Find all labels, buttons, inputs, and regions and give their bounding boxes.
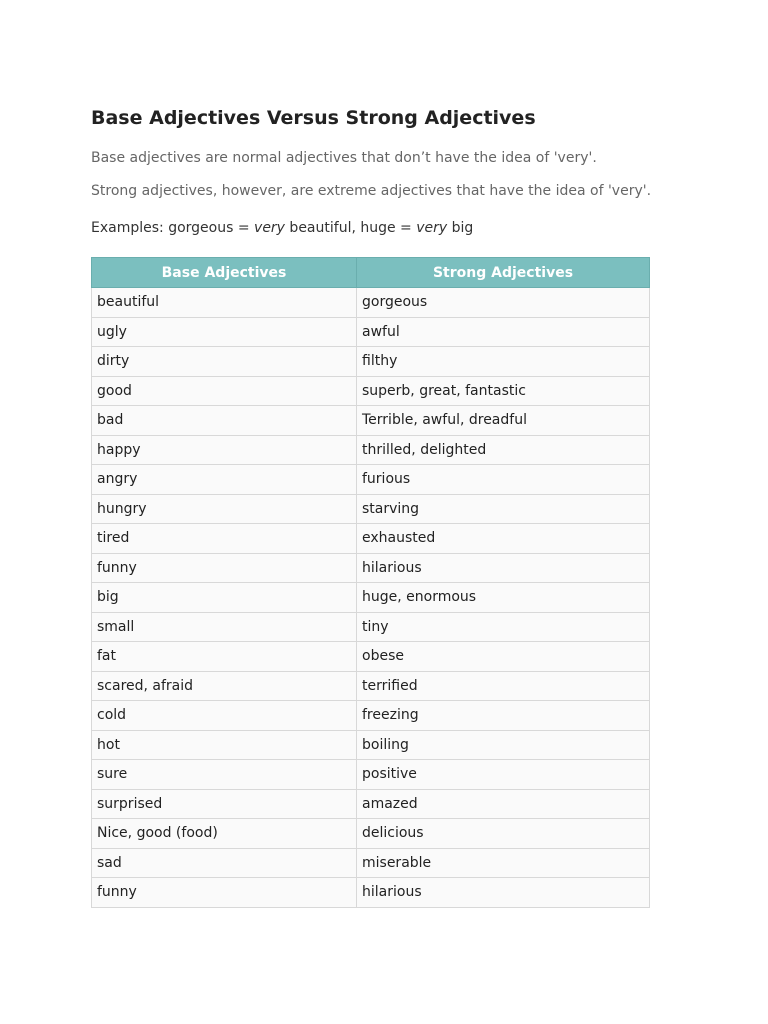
table-row [92, 789, 650, 819]
table-body [92, 288, 650, 908]
base-adjective-cell: scared, afraid [92, 671, 357, 701]
base-adjective-cell: bad [92, 406, 357, 436]
strong-adjective-cell: superb, great, fantastic [357, 376, 650, 406]
base-adjective-cell: sad [92, 848, 357, 878]
base-adjective-cell: good [92, 376, 357, 406]
table-row [92, 848, 650, 878]
strong-adjective-cell: boiling [357, 730, 650, 760]
examples-prefix: Examples: gorgeous = [91, 220, 255, 236]
table-row [92, 317, 650, 347]
table-row [92, 612, 650, 642]
base-adjective-cell: surprised [92, 789, 357, 819]
base-adjective-cell: big [92, 583, 357, 613]
strong-adjective-cell: exhausted [357, 524, 650, 554]
strong-adjective-cell: thrilled, delighted [357, 435, 650, 465]
base-adjective-cell: ugly [92, 317, 357, 347]
strong-adjective-cell: tiny [357, 612, 650, 642]
table-row [92, 288, 650, 318]
base-adjective-cell: hot [92, 730, 357, 760]
base-adjective-cell: tired [92, 524, 357, 554]
strong-adjective-cell: huge, enormous [357, 583, 650, 613]
table-row [92, 465, 650, 495]
table-row [92, 642, 650, 672]
strong-adjective-cell: furious [357, 465, 650, 495]
base-adjective-cell: sure [92, 760, 357, 790]
table-row [92, 347, 650, 377]
table-row [92, 701, 650, 731]
table-row [92, 376, 650, 406]
header-strong-adjectives: Strong Adjectives [357, 258, 650, 288]
base-adjective-cell: small [92, 612, 357, 642]
adjectives-table [91, 257, 650, 908]
examples-very-emphasis: very [416, 220, 448, 236]
examples-very-emphasis: very [254, 220, 285, 236]
intro-paragraph-base: Base adjectives are normal adjectives that don’t have the idea of 'very'. [91, 150, 597, 166]
intro-paragraph-strong: Strong adjectives, however, are extreme adjectives that have the idea of 'very'. [91, 183, 652, 199]
strong-adjective-cell: starving [357, 494, 650, 524]
strong-adjective-cell: terrified [357, 671, 650, 701]
examples-middle: beautiful, huge = [284, 220, 417, 236]
table-row [92, 819, 650, 849]
strong-adjective-cell: freezing [357, 701, 650, 731]
strong-adjective-cell: miserable [357, 848, 650, 878]
table-row [92, 435, 650, 465]
base-adjective-cell: fat [92, 642, 357, 672]
page-title: Base Adjectives Versus Strong Adjectives [91, 107, 536, 129]
strong-adjective-cell: Terrible, awful, dreadful [357, 406, 650, 436]
table-row [92, 760, 650, 790]
examples-line [91, 218, 473, 238]
strong-adjective-cell: amazed [357, 789, 650, 819]
table-header-row [92, 258, 650, 288]
base-adjective-cell: happy [92, 435, 357, 465]
base-adjective-cell: funny [92, 553, 357, 583]
base-adjective-cell: hungry [92, 494, 357, 524]
table-row [92, 671, 650, 701]
base-adjective-cell: dirty [92, 347, 357, 377]
header-base-adjectives: Base Adjectives [92, 258, 357, 288]
strong-adjective-cell: positive [357, 760, 650, 790]
strong-adjective-cell: hilarious [357, 878, 650, 908]
strong-adjective-cell: filthy [357, 347, 650, 377]
strong-adjective-cell: delicious [357, 819, 650, 849]
examples-suffix: big [447, 220, 474, 236]
base-adjective-cell: cold [92, 701, 357, 731]
table-row [92, 406, 650, 436]
table-row [92, 524, 650, 554]
strong-adjective-cell: awful [357, 317, 650, 347]
table-row [92, 878, 650, 908]
base-adjective-cell: Nice, good (food) [92, 819, 357, 849]
base-adjective-cell: beautiful [92, 288, 357, 318]
table-row [92, 494, 650, 524]
strong-adjective-cell: hilarious [357, 553, 650, 583]
base-adjective-cell: funny [92, 878, 357, 908]
table-row [92, 730, 650, 760]
strong-adjective-cell: gorgeous [357, 288, 650, 318]
base-adjective-cell: angry [92, 465, 357, 495]
strong-adjective-cell: obese [357, 642, 650, 672]
table-row [92, 583, 650, 613]
table-row [92, 553, 650, 583]
